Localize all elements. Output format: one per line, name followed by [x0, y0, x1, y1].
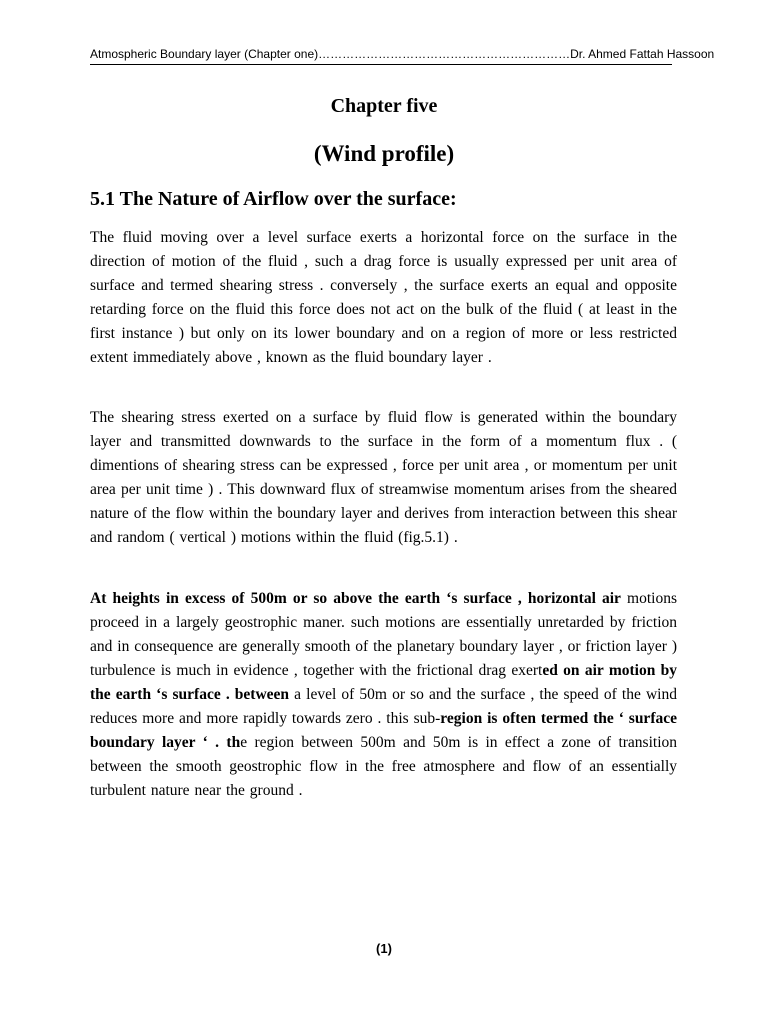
- paragraph-1: The fluid moving over a level surface exerts a horizontal force on the surface in the direction of motion of the fluid , such a drag force is usually expressed per unit area of surface and termed shearing stress . conversely , the surface exerts an equal and opposite retarding force on the fluid this force does not act on the bulk of the fluid ( at least in the first instance ) but only on its lower boundary and on a region of more or less restricted extent immediately above , known as the fluid boundary layer .: [90, 229, 677, 366]
- paragraph-3-bold-1: At heights in excess of 500m or so above the earth ‘s surface , horizontal air: [90, 590, 621, 607]
- paragraph-3: [90, 587, 677, 803]
- paragraph-3-bold-2: ed on air motion by the earth ‘s surface . between: [90, 662, 678, 703]
- header-author: Dr. Ahmed Fattah Hassoon: [570, 47, 715, 61]
- paragraph-3-bold-3: region is often termed the ‘ surface boundary layer ‘ . th: [90, 710, 677, 751]
- paragraph-3-text-1: motions proceed in a largely geostrophic maner. such motions are essentially unretarded by friction and in consequence are generally smooth of the planetary boundary layer , or friction layer ) turbulence is much in evidence , together with the frictional drag exert: [90, 590, 678, 679]
- header-leader-dots: ………………………………………………………: [318, 47, 571, 61]
- header-title: Atmospheric Boundary layer (Chapter one): [90, 47, 319, 61]
- section-heading: 5.1 The Nature of Airflow over the surface:: [90, 188, 457, 210]
- paragraph-2: The shearing stress exerted on a surface by fluid flow is generated within the boundary layer and transmitted downwards to the surface in the form of a momentum flux . ( dimentions of shearing stress can be expressed , force per unit area , or momentum per unit area per unit time ) . This downward flux of streamwise momentum arises from the sheared nature of the flow within the boundary layer and derives from interaction between this shear and random ( vertical ) motions within the fluid (fig.5.1) .: [90, 409, 677, 546]
- chapter-title: Chapter five: [330, 95, 438, 117]
- paragraph-3-text-2: a level of 50m or so and the surface , the speed of the wind reduces more and more rapidly towards zero . this sub-: [90, 686, 677, 727]
- page-number: (1): [376, 941, 392, 956]
- chapter-subtitle: (Wind profile): [313, 141, 455, 166]
- paragraph-3-text-3: e region between 500m and 50m is in effect a zone of transition between the smooth geostrophic flow in the free atmosphere and flow of an essentially turbulent nature near the ground .: [90, 734, 677, 799]
- running-header: [90, 46, 715, 65]
